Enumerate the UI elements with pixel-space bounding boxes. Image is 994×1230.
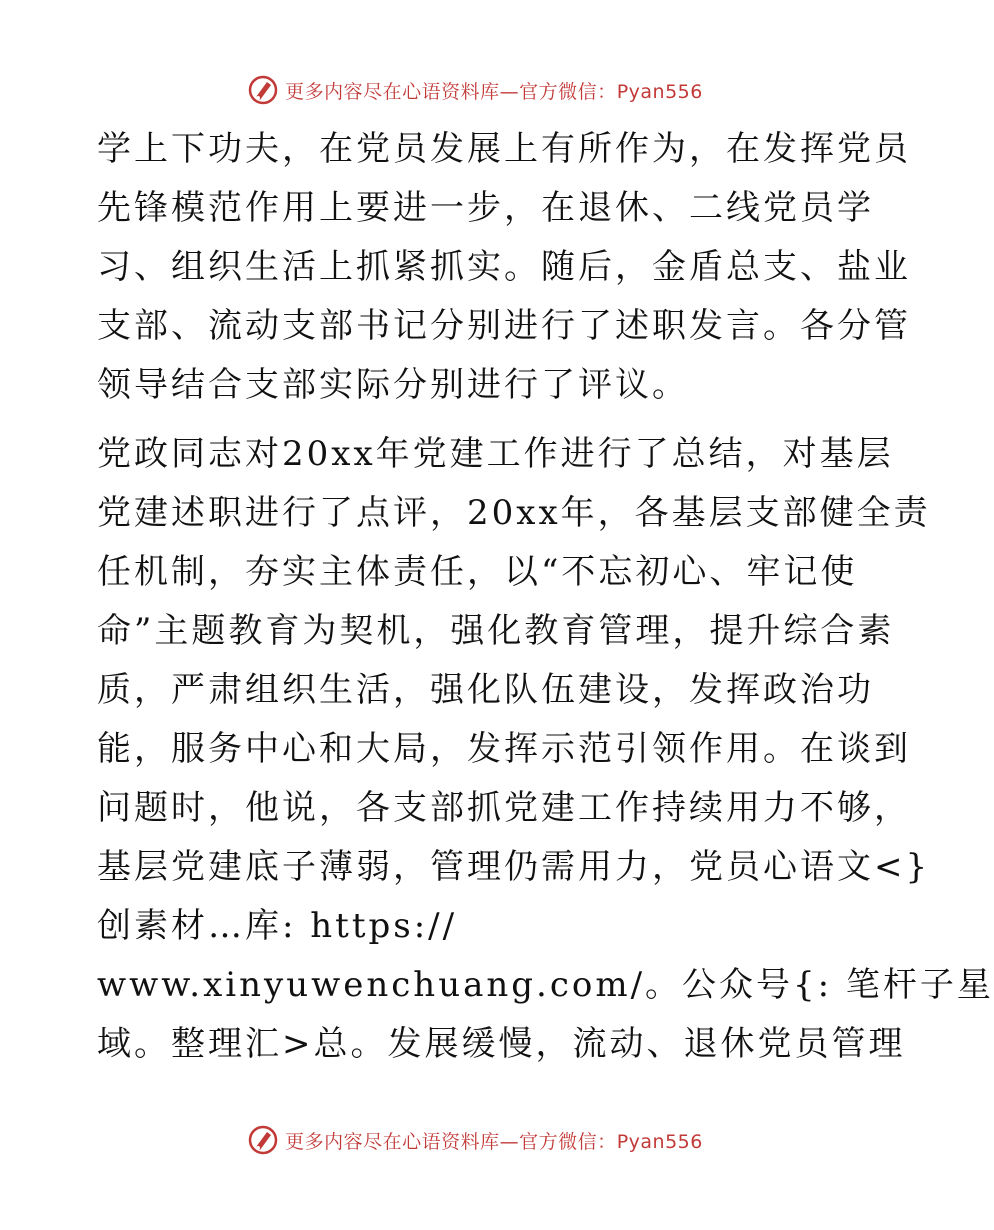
header-banner — [0, 70, 950, 110]
text-line: 能，服务中心和大局，发挥示范引领作用。在谈到 — [97, 729, 911, 769]
text-line: 领导结合支部实际分别进行了评议。 — [97, 365, 689, 405]
pen-nib-logo-icon — [247, 74, 279, 106]
pen-nib-logo-icon — [247, 1124, 279, 1156]
paragraph-gap — [97, 415, 877, 425]
text-line: 支部、流动支部书记分别进行了述职发言。各分管 — [97, 306, 911, 346]
text-line: 问题时，他说，各支部抓党建工作持续用力不够， — [97, 788, 911, 828]
text-line: 基层党建底子薄弱，管理仍需用力，党员心语文<} — [97, 847, 931, 887]
text-line: 命”主题教育为契机，强化教育管理，提升综合素 — [97, 611, 895, 651]
text-line: 创素材…库: https:// — [97, 906, 458, 946]
text-line: 党政同志对20xx年党建工作进行了总结，对基层 — [97, 434, 894, 474]
text-line: www.xinyuwenchuang.com/。公众号{: 笔杆子星 — [97, 965, 994, 1005]
document-body — [97, 120, 994, 1074]
text-line: 任机制，夯实主体责任，以“不忘初心、牢记使 — [97, 552, 858, 592]
paragraph-2 — [97, 425, 994, 1074]
footer-banner-text: 更多内容尽在心语资料库—官方微信：Pyan556 — [285, 1130, 703, 1153]
text-line: 党建述职进行了点评，20xx年，各基层支部健全责 — [97, 493, 931, 533]
footer-banner — [0, 1120, 950, 1160]
text-line: 先锋模范作用上要进一步，在退休、二线党员学 — [97, 188, 874, 228]
text-line: 习、组织生活上抓紧抓实。随后，金盾总支、盐业 — [97, 247, 911, 287]
text-line: 域。整理汇>总。发展缓慢，流动、退休党员管理 — [97, 1024, 906, 1064]
text-line: 质，严肃组织生活，强化队伍建设，发挥政治功 — [97, 670, 874, 710]
header-banner-text: 更多内容尽在心语资料库—官方微信：Pyan556 — [285, 80, 703, 103]
text-line: 学上下功夫，在党员发展上有所作为，在发挥党员 — [97, 129, 911, 169]
paragraph-1 — [97, 120, 911, 415]
